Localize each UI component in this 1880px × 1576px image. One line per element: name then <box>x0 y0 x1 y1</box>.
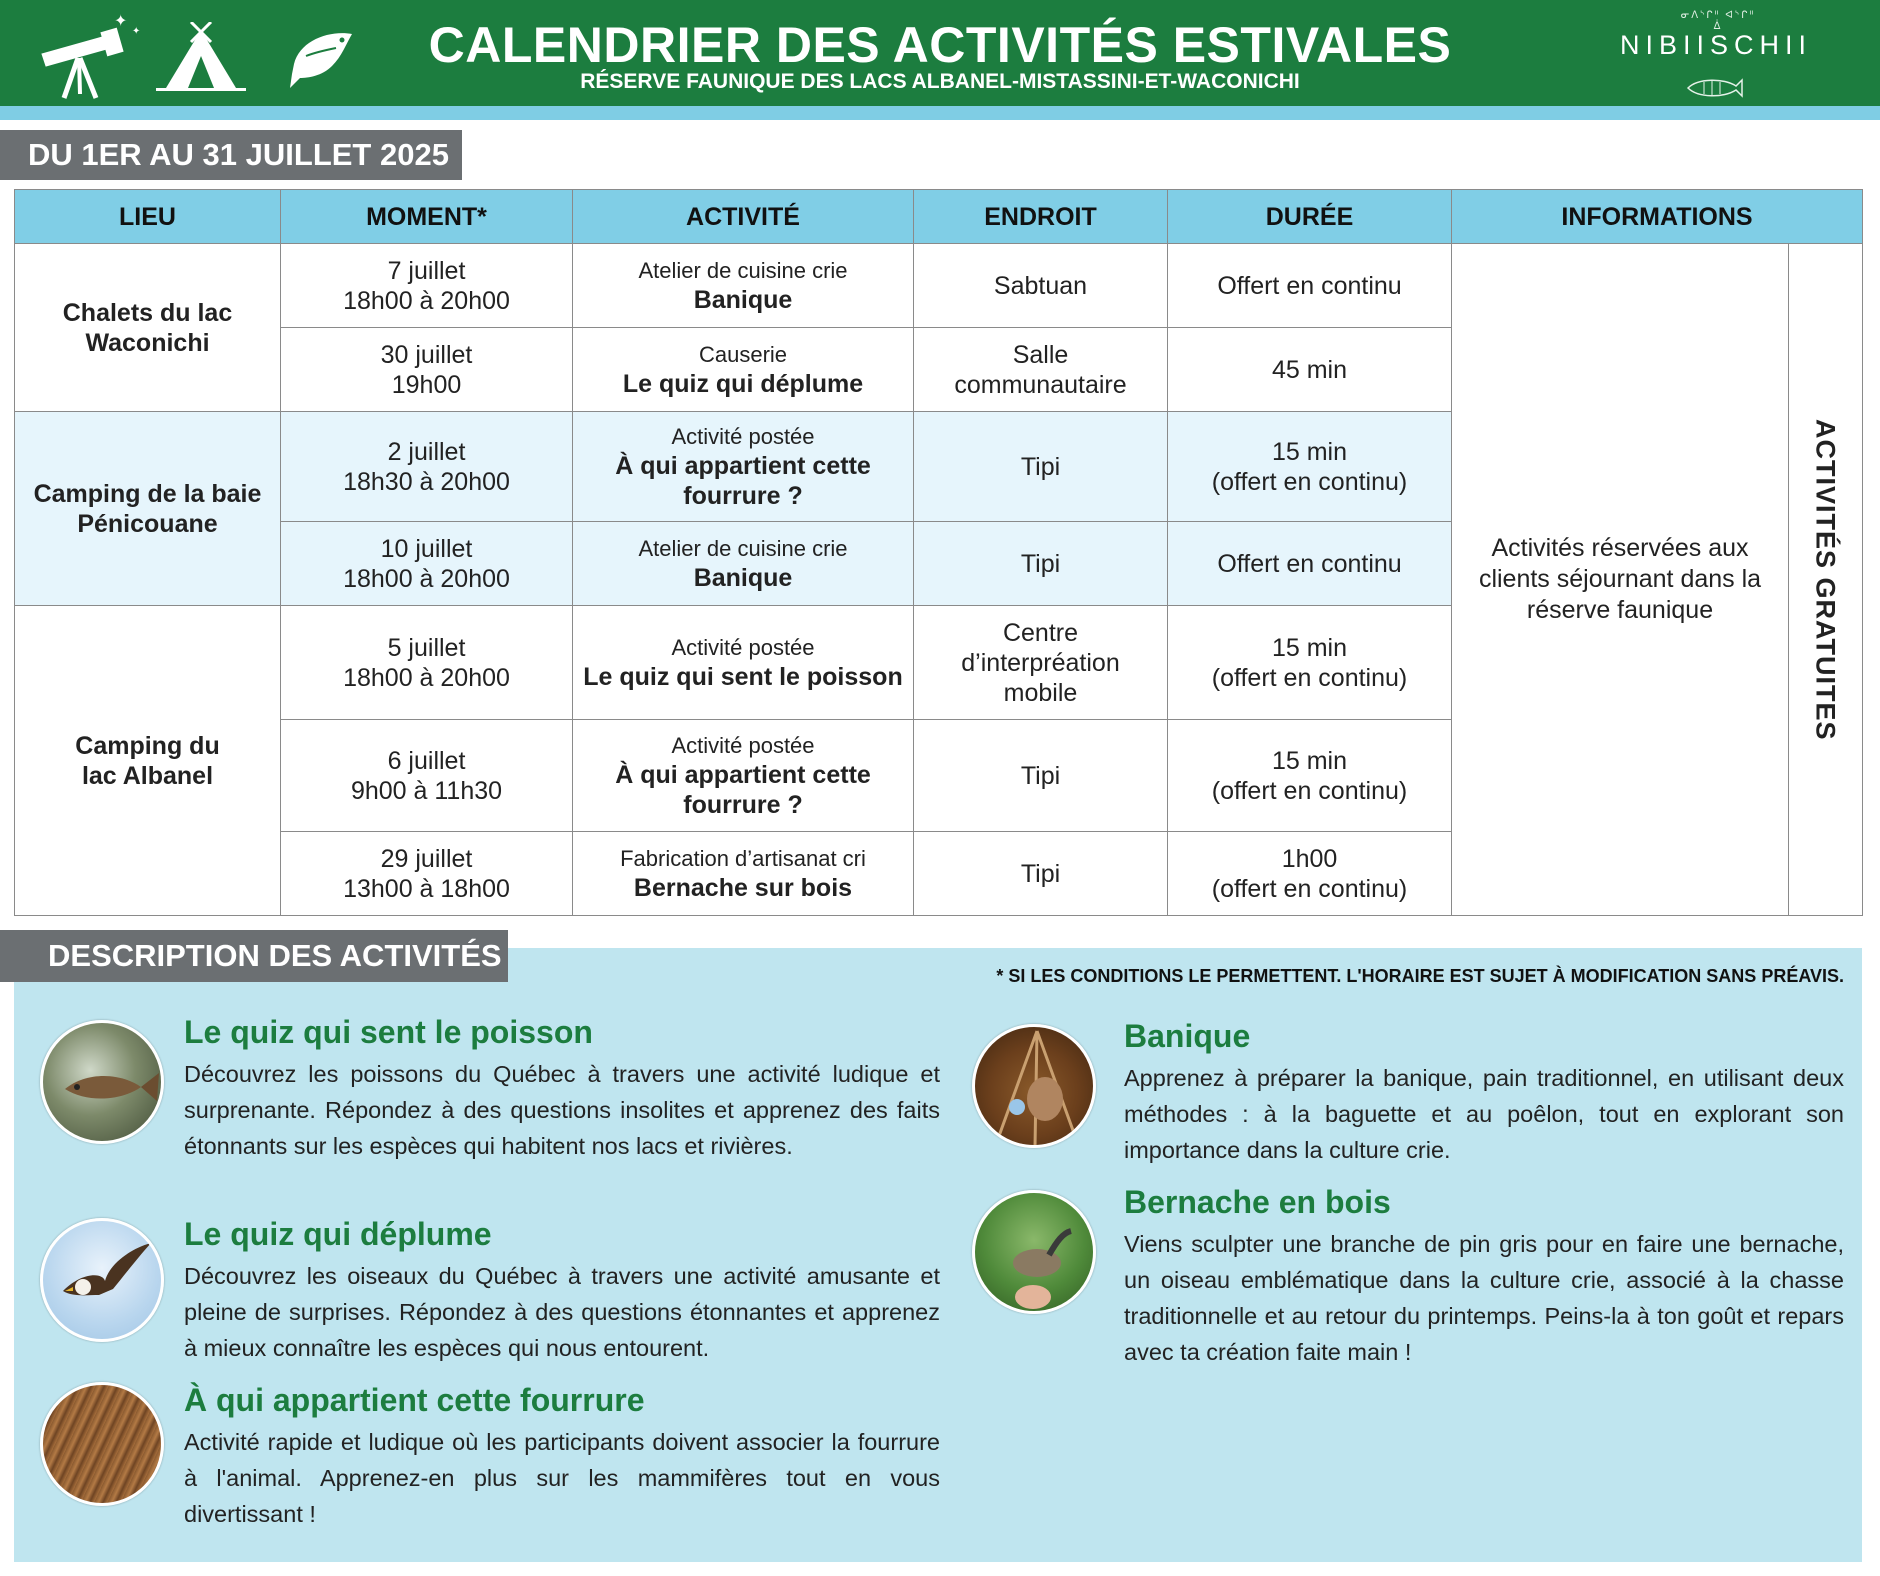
moment-cell: 6 juillet 9h00 à 11h30 <box>281 720 573 832</box>
item-text: Découvrez les oiseaux du Québec à travers une activité amusante et pleine de surprises. Répondez à des questions étonnantes et apprenez à mieux connaître les espèces qui nous entourent. <box>184 1263 940 1361</box>
logo-syllabics: ᓂᐱᔅᒋᐦ ᐊᔅᒋᐦ ᐄ <box>1680 10 1756 32</box>
endroit-cell: Centre d’interpréation mobile <box>914 606 1168 720</box>
duree-cell: 15 min (offert en continu) <box>1168 720 1452 832</box>
duree-cell: Offert en continu <box>1168 244 1452 328</box>
svg-text:✦: ✦ <box>114 11 128 30</box>
svg-text:✦: ✦ <box>132 26 141 37</box>
activite-cell: Activité postée À qui appartient cette fourrure ? <box>573 720 914 832</box>
fur-photo <box>40 1382 164 1506</box>
endroit-cell: Tipi <box>914 832 1168 916</box>
moment-cell: 29 juillet 13h00 à 18h00 <box>281 832 573 916</box>
fish-logo-icon <box>1684 76 1744 100</box>
activite-cell: Activité postée Le quiz qui sent le poisson <box>573 606 914 720</box>
item-text: Viens sculpter une branche de pin gris pour en faire une bernache, un oiseau emblématique dans la culture crie, associé à la chasse traditionnelle et au retour du printemps. Peins-la à ton goût et repars avec ta création faite main ! <box>1124 1231 1844 1365</box>
date-banner: DU 1ER AU 31 JUILLET 2025 <box>0 130 462 180</box>
item-title: Banique <box>1124 1018 1251 1054</box>
page-title: CALENDRIER DES ACTIVITÉS ESTIVALES <box>428 17 1452 73</box>
item-title: Le quiz qui déplume <box>184 1216 492 1252</box>
endroit-cell: Tipi <box>914 412 1168 522</box>
moment-cell: 2 juillet 18h30 à 20h00 <box>281 412 573 522</box>
table-row <box>15 244 1863 328</box>
activite-cell: Atelier de cuisine crie Banique <box>573 244 914 328</box>
duree-cell: 1h00 (offert en continu) <box>1168 832 1452 916</box>
moment-cell: 5 juillet 18h00 à 20h00 <box>281 606 573 720</box>
logo-text: NIBIISCHII <box>1620 30 1813 60</box>
bernache-photo <box>972 1190 1096 1314</box>
column-header: MOMENT* <box>281 190 573 244</box>
fish-photo <box>40 1020 164 1144</box>
moment-cell: 7 juillet 18h00 à 20h00 <box>281 244 573 328</box>
duree-cell: 15 min (offert en continu) <box>1168 606 1452 720</box>
moment-cell: 30 juillet 19h00 <box>281 328 573 412</box>
item-text: Découvrez les poissons du Québec à travers une activité ludique et surprenante. Répondez à des questions insolites et apprenez des faits étonnants sur les espèces qui habitent nos lacs et rivières. <box>184 1061 940 1159</box>
duree-cell: Offert en continu <box>1168 522 1452 606</box>
item-text: Activité rapide et ludique où les participants doivent associer la fourrure à l'animal. Apprenez-en plus sur les mammifères tout en vous divertissant ! <box>184 1429 940 1527</box>
free-activities-label: ACTIVITÉS GRATUITES <box>1810 418 1841 741</box>
lieu-cell: Chalets du lac Waconichi <box>15 244 281 412</box>
activite-cell: Fabrication d’artisanat cri Bernache sur bois <box>573 832 914 916</box>
activite-cell: Activité postée À qui appartient cette fourrure ? <box>573 412 914 522</box>
item-text: Apprenez à préparer la banique, pain traditionnel, en utilisant deux méthodes : à la baguette et au poêlon, tout en explorant son importance dans la culture crie. <box>1124 1065 1844 1163</box>
column-header: DURÉE <box>1168 190 1452 244</box>
description-banner: DESCRIPTION DES ACTIVITÉS <box>0 930 508 982</box>
endroit-cell: Tipi <box>914 522 1168 606</box>
item-title: Bernache en bois <box>1124 1184 1391 1220</box>
schedule-table <box>14 189 1863 916</box>
schedule-note: * SI LES CONDITIONS LE PERMETTENT. L'HORAIRE EST SUJET À MODIFICATION SANS PRÉAVIS. <box>996 966 1844 986</box>
column-header: INFORMATIONS <box>1452 190 1863 244</box>
duree-cell: 45 min <box>1168 328 1452 412</box>
item-title: À qui appartient cette fourrure <box>184 1382 645 1418</box>
lieu-cell: Camping du lac Albanel <box>15 606 281 916</box>
endroit-cell: Tipi <box>914 720 1168 832</box>
column-header: ENDROIT <box>914 190 1168 244</box>
endroit-cell: Sabtuan <box>914 244 1168 328</box>
banique-photo <box>972 1024 1096 1148</box>
duree-cell: 15 min (offert en continu) <box>1168 412 1452 522</box>
lieu-cell: Camping de la baie Pénicouane <box>15 412 281 606</box>
header-stripe <box>0 106 1880 120</box>
column-header: ACTIVITÉ <box>573 190 914 244</box>
moment-cell: 10 juillet 18h00 à 20h00 <box>281 522 573 606</box>
column-header: LIEU <box>15 190 281 244</box>
info-cell: Activités réservées aux clients séjournant dans la réserve faunique <box>1452 244 1789 916</box>
table-header-row <box>15 190 1863 244</box>
activite-cell: Atelier de cuisine crie Banique <box>573 522 914 606</box>
item-title: Le quiz qui sent le poisson <box>184 1014 593 1050</box>
endroit-cell: Salle communautaire <box>914 328 1168 412</box>
activite-cell: Causerie Le quiz qui déplume <box>573 328 914 412</box>
page-subtitle: RÉSERVE FAUNIQUE DES LACS ALBANEL-MISTASSINI-ET-WACONICHI <box>580 70 1300 93</box>
eagle-photo <box>40 1218 164 1342</box>
free-activities-cell <box>1789 244 1863 916</box>
